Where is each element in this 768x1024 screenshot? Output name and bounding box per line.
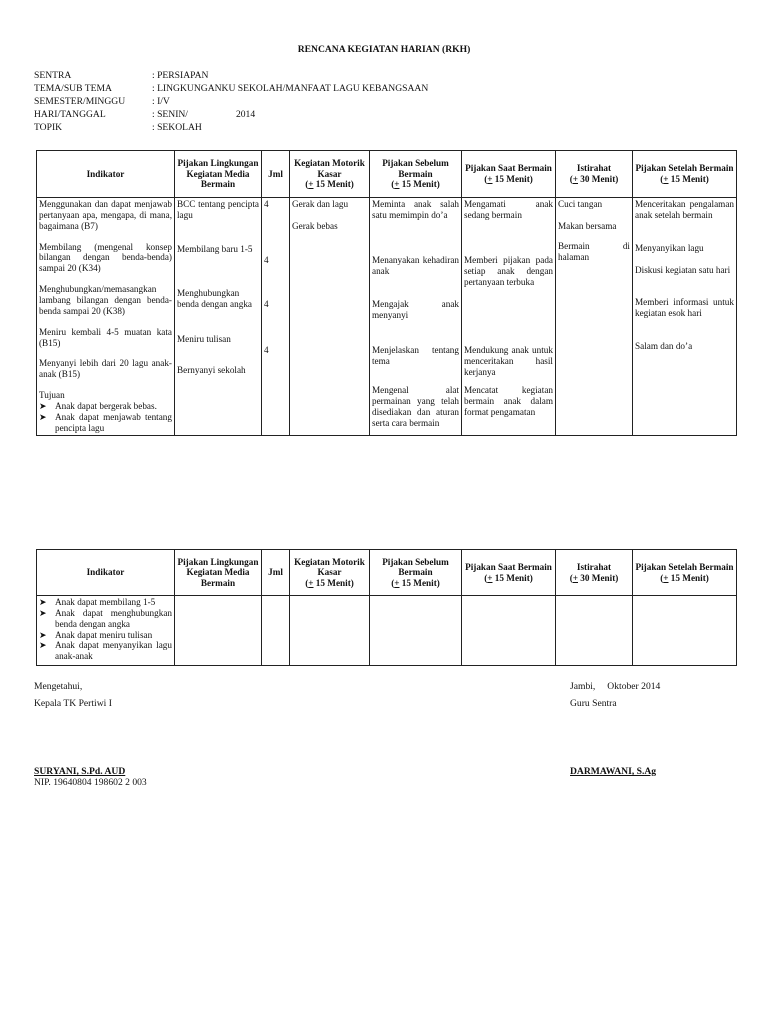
header-title: Pijakan Saat Bermain (465, 561, 552, 572)
info-value: : LINGKUNGANKU SEKOLAH/MANFAAT LAGU KEBANGSAAN (152, 83, 429, 94)
setelah-item: Menyanyikan lagu (635, 243, 704, 253)
arrow-bullet-icon: ➤ (39, 607, 47, 618)
col-header-indikator: Indikator (37, 151, 175, 198)
signature-left-greeting: Mengetahui, (34, 681, 83, 692)
header-title: Pijakan Sebelum Bermain (382, 158, 449, 179)
setelah-item: Menceritakan pengalaman anak setelah bermain (635, 199, 734, 220)
col-header-pijakan-lingkungan: Pijakan Lingkungan Kegiatan Media Bermain (175, 550, 262, 596)
header-title: Kegiatan Motorik Kasar (294, 556, 365, 578)
info-label: TEMA/SUB TEMA (34, 83, 112, 94)
signature-left-name: SURYANI, S.Pd. AUD (34, 766, 126, 777)
col-header-sebelum: Pijakan Sebelum Bermain (+ 15 Menit) (370, 550, 462, 596)
saat-item: Mendukung anak untuk menceritakan hasil kerjanya (464, 345, 553, 377)
media-item: Membilang baru 1-5 (177, 244, 253, 254)
indikator-item: Meniru kembali 4-5 muatan kata (B15) (39, 326, 172, 348)
istirahat-item: Makan bersama (558, 221, 617, 231)
tujuan-item: ➤ Anak dapat bergerak bebas. (39, 401, 157, 412)
header-title: Pijakan Saat Bermain (465, 163, 552, 174)
col-header-setelah: Pijakan Setelah Bermain (+ 15 Menit) (633, 550, 737, 596)
header-title: Istirahat (576, 561, 612, 572)
col-header-indikator: Indikator (37, 550, 175, 596)
jml-value: 4 (264, 255, 269, 265)
cell-setelah (633, 198, 737, 436)
arrow-bullet-icon: ➤ (39, 411, 47, 422)
jml-value: 4 (264, 345, 269, 355)
cell-indikator (37, 198, 175, 436)
tujuan-item: ➤ Anak dapat menjawab tentang pencipta lagu (39, 411, 172, 433)
istirahat-item: Cuci tangan (558, 199, 603, 209)
info-row-sentra (34, 70, 428, 83)
info-value: : SEKOLAH (152, 122, 202, 133)
document-title: RENCANA KEGIATAN HARIAN (RKH) (297, 44, 471, 55)
indikator-item: ➤ Anak dapat membilang 1-5 (39, 597, 156, 607)
header-title: Pijakan Setelah Bermain (635, 163, 734, 174)
info-block (34, 70, 428, 135)
header-title: Pijakan Setelah Bermain (635, 561, 734, 572)
cell-jml (262, 198, 290, 436)
info-value: : PERSIAPAN (152, 70, 209, 81)
cell-indikator (37, 596, 175, 666)
info-row-tema (34, 83, 428, 96)
cell-sebelum (370, 596, 462, 666)
indikator-item: ➤ Anak dapat meniru tulisan (39, 629, 153, 640)
header-title: Istirahat (576, 163, 612, 174)
col-header-istirahat: Istirahat (+ 30 Menit) (556, 550, 633, 596)
info-row-semester (34, 96, 428, 109)
info-label: HARI/TANGGAL (34, 109, 106, 120)
cell-motorik (290, 198, 370, 436)
signature-right-name: DARMAWANI, S.Ag (570, 766, 657, 777)
col-header-istirahat: Istirahat (+ 30 Menit) (556, 151, 633, 198)
info-label: TOPIK (34, 122, 63, 133)
jml-value: 4 (264, 299, 269, 309)
info-row-topik (34, 122, 428, 135)
indikator-item: Menghubungkan/memasangkan lambang bilangan dengan benda-benda sampai 20 (K38) (39, 284, 172, 316)
signature-left-role: Kepala TK Pertiwi I (34, 698, 112, 709)
table-row (37, 198, 737, 436)
col-header-setelah: Pijakan Setelah Bermain (+ 15 Menit) (633, 151, 737, 198)
info-label: SEMESTER/MINGGU (34, 96, 126, 107)
indikator-item: Membilang (mengenal konsep bilangan dengan benda-benda) sampai 20 (K34) (39, 241, 172, 274)
col-header-motorik: Kegiatan Motorik Kasar (+ 15 Menit) (290, 550, 370, 596)
arrow-bullet-icon: ➤ (39, 640, 47, 651)
info-label: SENTRA (34, 70, 72, 81)
media-item: Meniru tulisan (177, 334, 231, 344)
saat-item: Mengamati anak sedang bermain (464, 199, 553, 220)
indikator-item: Menggunakan dan dapat menjawab pertanyaan apa, mengapa, di mana, bagaimana (B7) (39, 199, 172, 231)
info-value: : SENIN/ 2014 (152, 109, 256, 120)
table-header-row (37, 151, 737, 198)
signature-right-place-date: Jambi, Oktober 2014 (570, 681, 661, 692)
istirahat-item: Bermain di halaman (558, 241, 630, 262)
media-item: Bernyanyi sekolah (177, 365, 246, 375)
sebelum-item: Menjelaskan tentang tema (372, 345, 459, 366)
media-item: Menghubungkan benda dengan angka (177, 288, 252, 309)
cell-jml (262, 596, 290, 666)
setelah-item: Diskusi kegiatan satu hari (635, 265, 731, 275)
col-header-jml: Jml (262, 151, 290, 198)
setelah-item: Salam dan do’a (635, 341, 693, 351)
motorik-item: Gerak bebas (292, 221, 338, 231)
cell-media (175, 198, 262, 436)
motorik-item: Gerak dan lagu (292, 199, 349, 209)
col-header-pijakan-lingkungan: Pijakan Lingkungan Kegiatan Media Bermain (175, 151, 262, 198)
activity-table-2 (36, 549, 737, 666)
col-header-sebelum: Pijakan Sebelum Bermain (+ 15 Menit) (370, 151, 462, 198)
cell-sebelum (370, 198, 462, 436)
col-header-saat: Pijakan Saat Bermain (+ 15 Menit) (462, 151, 556, 198)
cell-saat (462, 198, 556, 436)
sebelum-item: Mengajak anak menyanyi (372, 299, 459, 320)
activity-table-1 (36, 150, 737, 436)
jml-value: 4 (264, 199, 269, 209)
indikator-item: ➤ Anak dapat menghubungkan benda dengan angka (39, 607, 172, 629)
header-title: Kegiatan Motorik Kasar (294, 158, 365, 179)
info-row-hari (34, 109, 428, 122)
sebelum-item: Meminta anak salah satu memimpin do’a (372, 199, 459, 220)
cell-motorik (290, 596, 370, 666)
table-header-row (37, 550, 737, 596)
arrow-bullet-icon: ➤ (39, 597, 47, 607)
cell-istirahat (556, 198, 633, 436)
media-item: BCC tentang pencipta lagu (177, 199, 259, 220)
tujuan-label: Tujuan (39, 390, 65, 401)
setelah-item: Memberi informasi untuk kegiatan esok hari (635, 297, 734, 318)
cell-setelah (633, 596, 737, 666)
saat-item: Mencatat kegiatan bermain anak dalam format pengamatan (464, 385, 553, 417)
info-value: : I/V (152, 96, 170, 107)
cell-media (175, 596, 262, 666)
table-row (37, 596, 737, 666)
indikator-item: Menyanyi lebih dari 20 lagu anak-anak (B15) (39, 358, 172, 380)
saat-item: Memberi pijakan pada setiap anak dengan pertanyaan terbuka (464, 255, 553, 287)
header-title: Pijakan Sebelum Bermain (382, 556, 449, 578)
sebelum-item: Menanyakan kehadiran anak (372, 255, 459, 276)
cell-istirahat (556, 596, 633, 666)
col-header-saat: Pijakan Saat Bermain (+ 15 Menit) (462, 550, 556, 596)
signature-right-role: Guru Sentra (570, 698, 617, 709)
arrow-bullet-icon: ➤ (39, 401, 47, 412)
cell-saat (462, 596, 556, 666)
arrow-bullet-icon: ➤ (39, 629, 47, 640)
sebelum-item: Mengenal alat permainan yang telah disediakan dan aturan serta cara bermain (372, 385, 459, 428)
col-header-jml: Jml (262, 550, 290, 596)
indikator-item: ➤ Anak dapat menyanyikan lagu anak-anak (39, 640, 172, 662)
signature-left-nip: NIP. 19640804 198602 2 003 (34, 777, 147, 788)
col-header-motorik: Kegiatan Motorik Kasar (+ 15 Menit) (290, 151, 370, 198)
